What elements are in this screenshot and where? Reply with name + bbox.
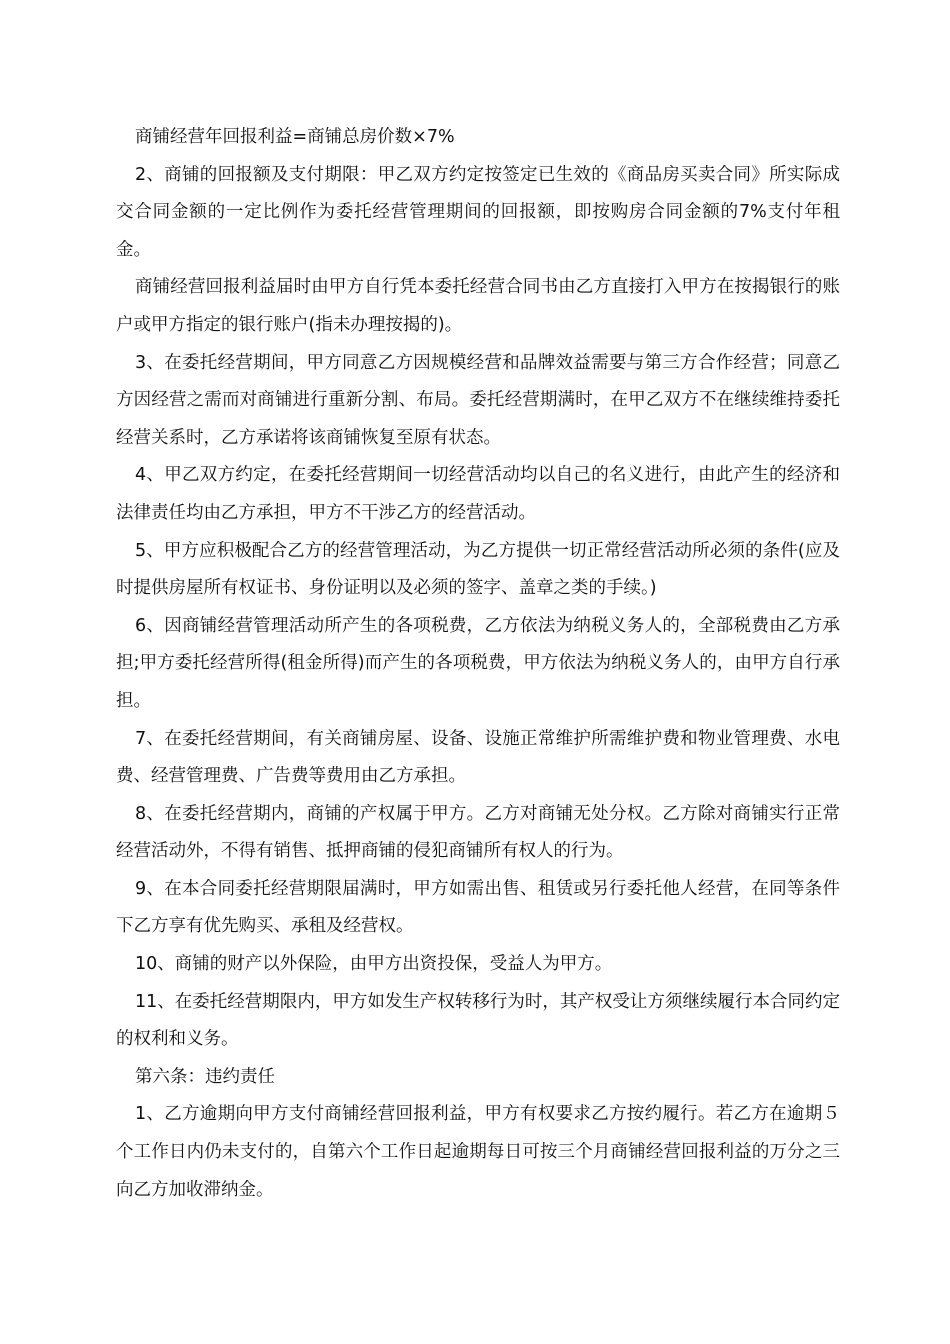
paragraph-payment-method: 商铺经营回报利益届时由甲方自行凭本委托经营合同书由乙方直接打入甲方在按揭银行的账户或甲方指定的银行账户(指未办理按揭的)。 bbox=[116, 277, 840, 335]
paragraph-clause-3: 3、在委托经营期间，甲方同意乙方因规模经营和品牌效益需要与第三方合作经营；同意乙方因经营之需而对商铺进行重新分割、布局。委托经营期满时，在甲乙双方不在继续维持委托经营关系时，乙方承诺将该商铺恢复至原有状态。 bbox=[116, 352, 840, 448]
paragraph-clause-4: 4、甲乙双方约定，在委托经营期间一切经营活动均以自己的名义进行，由此产生的经济和法律责任均由乙方承担，甲方不干涉乙方的经营活动。 bbox=[116, 465, 840, 523]
paragraph-clause-10: 10、商铺的财产以外保险，由甲方出资投保，受益人为甲方。 bbox=[135, 954, 613, 975]
section-heading-article-6: 第六条：违约责任 bbox=[135, 1066, 275, 1087]
paragraph-clause-2: 2、商铺的回报额及支付期限：甲乙双方约定按签定已生效的《商品房买卖合同》所实际成交合同金额的一定比例作为委托经营管理期间的回报额，即按购房合同金额的7%支付年租金。 bbox=[116, 164, 840, 260]
paragraph-return-formula: 商铺经营年回报利益=商铺总房价数×7% bbox=[135, 127, 455, 147]
paragraph-clause-6: 6、因商铺经营管理活动所产生的各项税费，乙方依法为纳税义务人的，全部税费由乙方承担;甲方委托经营所得(租金所得)而产生的各项税费，甲方依法为纳税义务人的，由甲方自行承担。 bbox=[116, 615, 840, 711]
paragraph-clause-7: 7、在委托经营期间，有关商铺房屋、设备、设施正常维护所需维护费和物业管理费、水电费、经营管理费、广告费等费用由乙方承担。 bbox=[116, 728, 840, 787]
paragraph-breach-clause-1: 1、乙方逾期向甲方支付商铺经营回报利益，甲方有权要求乙方按约履行。若乙方在逾期５个工作日内仍未支付的，自第六个工作日起逾期每日可按三个月商铺经营回报利益的万分之三向乙方加收滞纳金。 bbox=[116, 1104, 840, 1200]
document-body bbox=[116, 119, 840, 1209]
paragraph-clause-8: 8、在委托经营期内，商铺的产权属于甲方。乙方对商铺无处分权。乙方除对商铺实行正常经营活动外，不得有销售、抵押商铺的侵犯商铺所有权人的行为。 bbox=[116, 803, 840, 862]
paragraph-clause-11: 11、在委托经营期限内，甲方如发生产权转移行为时，其产权受让方须继续履行本合同约定的权利和义务。 bbox=[116, 991, 840, 1050]
paragraph-clause-9: 9、在本合同委托经营期限届满时，甲方如需出售、租赁或另行委托他人经营，在同等条件下乙方享有优先购买、承租及经营权。 bbox=[116, 878, 840, 937]
paragraph-clause-5: 5、甲方应积极配合乙方的经营管理活动，为乙方提供一切正常经营活动所必须的条件(应及时提供房屋所有权证书、身份证明以及必须的签字、盖章之类的手续。) bbox=[116, 540, 840, 599]
